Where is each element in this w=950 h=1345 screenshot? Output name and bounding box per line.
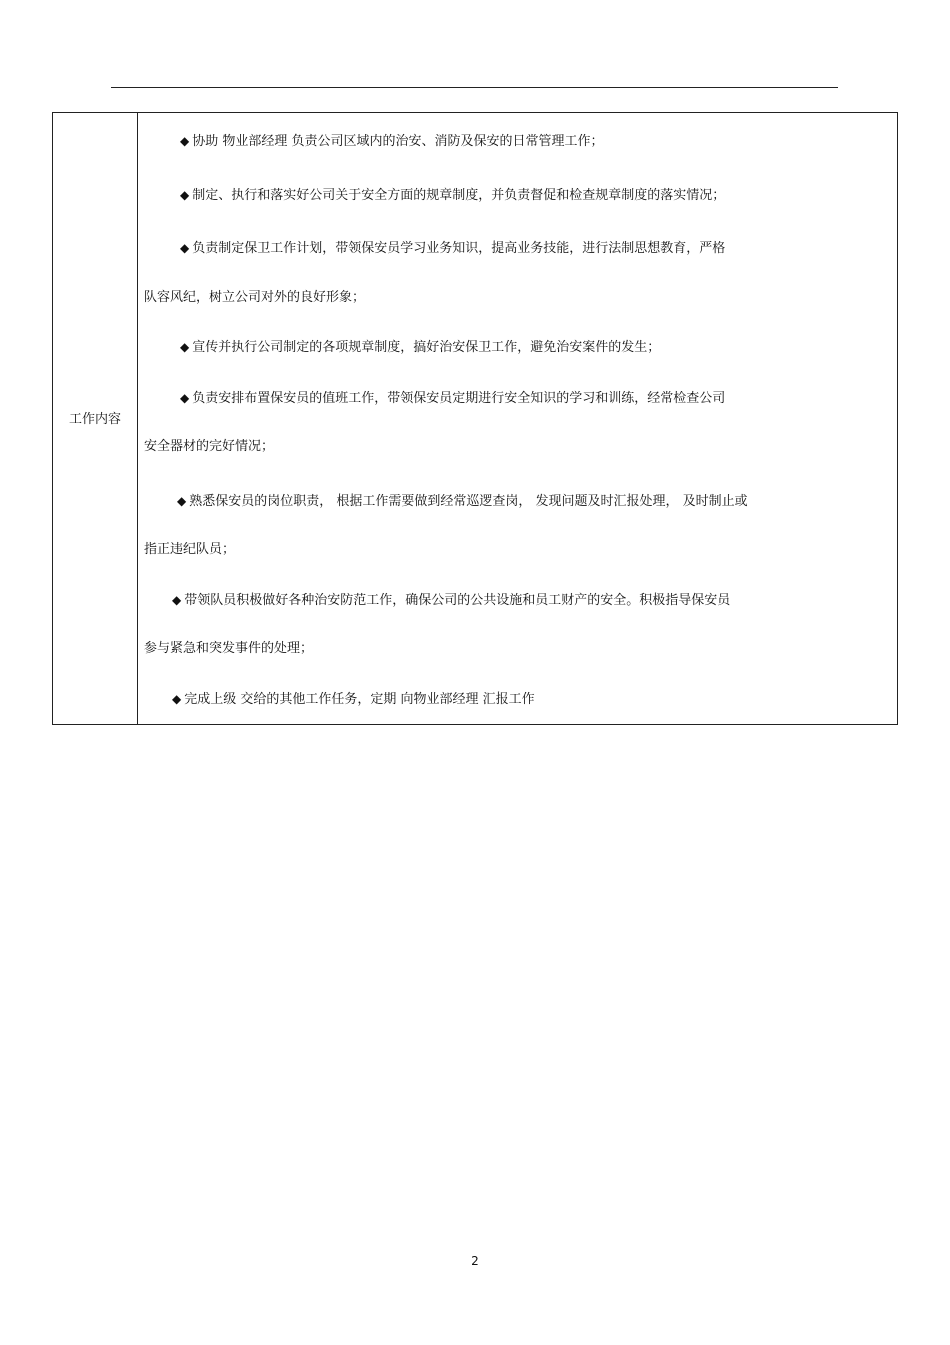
bullet-icon: ◆ — [172, 692, 182, 706]
content-line — [177, 493, 748, 510]
content-line — [172, 592, 730, 609]
content-line — [180, 187, 725, 204]
content-line — [180, 339, 660, 356]
line-text: 宣传并执行公司制定的各项规章制度，搞好治安保卫工作，避免治安案件的发生； — [192, 340, 661, 355]
content-line — [180, 390, 725, 407]
label-cell — [53, 113, 138, 724]
content-line — [180, 133, 604, 150]
content-line-continuation — [144, 641, 313, 657]
line-text: 负责安排布置保安员的值班工作，带领保安员定期进行安全知识的学习和训练，经常检查公司 — [192, 391, 726, 406]
page-number: 2 — [471, 1254, 479, 1268]
line-text: 熟悉保安员的岗位职责， 根据工作需要做到经常巡逻查岗， 发现问题及时汇报处理， 及时制止或 — [189, 494, 748, 509]
content-line-continuation — [144, 542, 235, 558]
content-line — [180, 240, 725, 257]
line-text: 制定、执行和落实好公司关于安全方面的规章制度，并负责督促和检查规章制度的落实情况； — [192, 188, 726, 203]
line-text: 安全器材的完好情况； — [144, 439, 275, 454]
content-line-continuation — [144, 290, 365, 306]
header-rule — [111, 87, 838, 88]
line-text: 队容风纪，树立公司对外的良好形象； — [144, 290, 366, 305]
line-text: 参与紧急和突发事件的处理； — [144, 641, 314, 656]
bullet-icon: ◆ — [180, 340, 190, 354]
bullet-icon: ◆ — [172, 593, 182, 607]
line-text: 带领队员积极做好各种治安防范工作，确保公司的公共设施和员工财产的安全。积极指导保安员 — [184, 593, 731, 608]
line-text: 完成上级 交给的其他工作任务，定期 向物业部经理 汇报工作 — [184, 692, 535, 707]
bullet-icon: ◆ — [177, 494, 187, 508]
content-line-continuation — [144, 439, 274, 455]
bullet-icon: ◆ — [180, 188, 190, 202]
content-line — [172, 691, 535, 708]
label-job-content: 工作内容 — [68, 412, 121, 427]
bullet-icon: ◆ — [180, 241, 190, 255]
job-content-table — [52, 112, 898, 725]
line-text: 协助 物业部经理 负责公司区域内的治安、消防及保安的日常管理工作； — [192, 134, 604, 149]
line-text: 指正违纪队员； — [144, 542, 236, 557]
bullet-icon: ◆ — [180, 391, 190, 405]
bullet-icon: ◆ — [180, 134, 190, 148]
line-text: 负责制定保卫工作计划，带领保安员学习业务知识，提高业务技能，进行法制思想教育，严格 — [192, 241, 726, 256]
